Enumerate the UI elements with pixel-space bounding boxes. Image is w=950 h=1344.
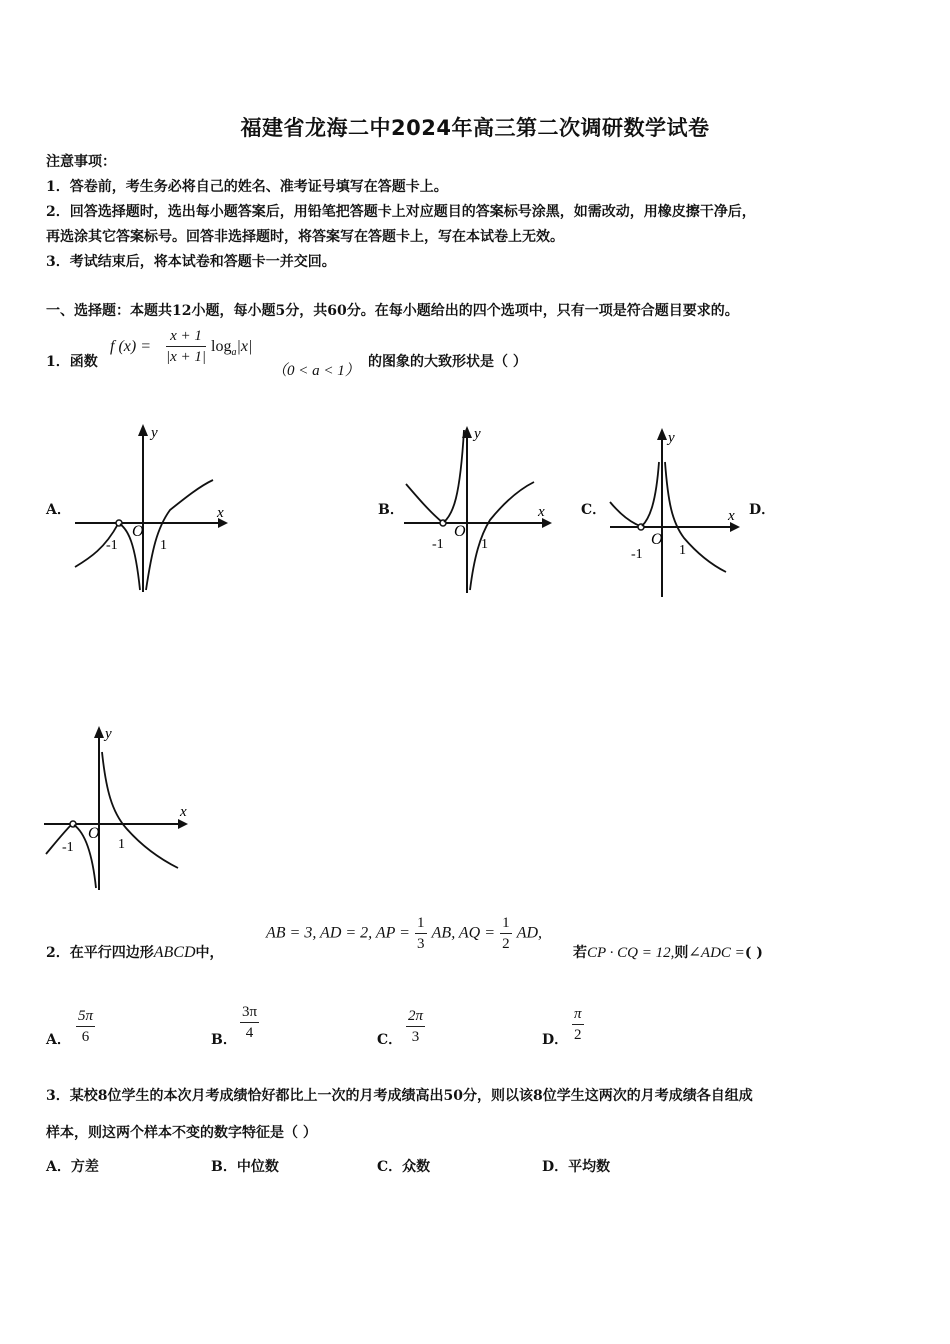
q2-tail bbox=[573, 944, 763, 962]
q1-fraction bbox=[166, 326, 206, 367]
curve-mid-left bbox=[444, 430, 464, 522]
q2-frac-2 bbox=[500, 913, 512, 954]
x-axis-label: x bbox=[538, 504, 545, 520]
q1-graph-d bbox=[42, 720, 202, 895]
x-axis-arrow bbox=[178, 819, 188, 829]
curve-mid-left bbox=[642, 462, 659, 526]
curve-left bbox=[406, 484, 442, 522]
q2-ruo: 若 bbox=[573, 945, 587, 961]
x-axis-label: x bbox=[217, 505, 224, 521]
origin-label: O bbox=[132, 523, 144, 540]
y-axis-label: y bbox=[668, 430, 675, 446]
q2-option-c-value bbox=[406, 1006, 425, 1047]
q3-line-1: 3．某校8位学生的本次月考成绩恰好都比上一次的月考成绩高出50分，则以该8位学生这两次的月考成绩各自组成 bbox=[46, 1088, 753, 1104]
q2-frac-1 bbox=[415, 913, 427, 954]
page-title: 福建省龙海二中2024年高三第二次调研数学试卷 bbox=[240, 116, 710, 140]
q3-option-c: C．众数 bbox=[377, 1159, 431, 1175]
q2-option-c-num: 2π bbox=[408, 1008, 424, 1024]
q2-prefix-text: 2．在平行四边形 bbox=[46, 945, 154, 961]
q3-option-a: A．方差 bbox=[46, 1159, 99, 1175]
q1-graph-a bbox=[60, 410, 240, 600]
q2-ze: 则 bbox=[674, 945, 689, 961]
notes-item-2: 2．回答选择题时，选出每小题答案后，用铅笔把答题卡上对应题目的答案标号涂黑，如需改动，用橡皮擦干净后， bbox=[46, 204, 756, 220]
q1-condition: （0 < a < 1） bbox=[272, 363, 360, 379]
curve-right bbox=[470, 482, 534, 590]
y-axis-arrow bbox=[94, 726, 104, 738]
origin-label: O bbox=[651, 531, 663, 548]
q2-zhong: 中， bbox=[195, 945, 224, 961]
curve-right bbox=[102, 752, 178, 868]
y-axis-label: y bbox=[105, 726, 112, 742]
q3-line-2: 样本，则这两个样本不变的数字特征是（ ） bbox=[46, 1125, 317, 1141]
x-axis-label: x bbox=[180, 804, 187, 820]
q1-option-d-label: D． bbox=[749, 502, 776, 518]
notes-heading: 注意事项： bbox=[46, 154, 116, 170]
q1-option-a-label: A． bbox=[46, 502, 71, 518]
q1-graph-c bbox=[604, 422, 744, 602]
tick-one: 1 bbox=[118, 837, 125, 852]
q2-angle: ∠ADC = bbox=[688, 945, 745, 961]
curve-left bbox=[610, 502, 640, 526]
y-axis-arrow bbox=[138, 424, 148, 436]
q2-option-b-label: B． bbox=[211, 1032, 237, 1048]
tick-one: 1 bbox=[160, 538, 167, 553]
q2-paren: ( ) bbox=[744, 945, 763, 961]
q2-cond-1: AB = 3, AD = 2, AP = bbox=[266, 924, 410, 942]
tick-neg-one: -1 bbox=[432, 537, 444, 552]
q3-option-d: D．平均数 bbox=[542, 1159, 611, 1175]
q1-fraction-den: |x + 1| bbox=[166, 349, 207, 365]
q3-option-b: B．中位数 bbox=[211, 1159, 279, 1175]
q1-fraction-num: x + 1 bbox=[166, 326, 206, 347]
notes-item-2-cont: 再选涂其它答案标号。回答非选择题时，将答案写在答题卡上，写在本试卷上无效。 bbox=[46, 229, 564, 245]
q2-cond-2: AB, AQ = bbox=[431, 924, 496, 942]
q2-frac-2-num: 1 bbox=[500, 913, 512, 934]
q1-graph-b bbox=[398, 418, 558, 598]
tick-neg-one: -1 bbox=[62, 840, 74, 855]
q1-log-word: log bbox=[211, 338, 232, 355]
q2-option-a-den: 6 bbox=[76, 1026, 95, 1047]
q2-abcd: ABCD bbox=[153, 944, 196, 961]
q1-log-base: a bbox=[231, 347, 237, 359]
q2-option-a-value bbox=[76, 1006, 95, 1047]
q1-log-arg: |x| bbox=[236, 338, 253, 355]
notes-item-1: 1．答卷前，考生务必将自己的姓名、准考证号填写在答题卡上。 bbox=[46, 179, 448, 195]
origin-label: O bbox=[454, 523, 466, 540]
q2-option-a-num: 5π bbox=[78, 1008, 94, 1024]
q2-option-a-label: A． bbox=[46, 1032, 71, 1048]
q2-cond-3: AD, bbox=[516, 924, 543, 942]
notes-item-3: 3．考试结束后，将本试卷和答题卡一并交回。 bbox=[46, 254, 336, 270]
section-heading: 一、选择题：本题共12小题，每小题5分，共60分。在每小题给出的四个选项中，只有一项是符合题目要求的。 bbox=[46, 303, 739, 319]
q2-option-d-num: π bbox=[572, 1004, 584, 1025]
curve-right bbox=[665, 462, 726, 572]
q2-option-c-label: C． bbox=[377, 1032, 403, 1048]
x-axis-label: x bbox=[728, 508, 735, 524]
origin-label: O bbox=[88, 825, 100, 842]
q2-frac-1-den: 3 bbox=[417, 936, 425, 952]
q1-option-b-label: B． bbox=[378, 502, 404, 518]
q1-prefix: 1．函数 bbox=[46, 354, 98, 370]
q1-option-c-label: C． bbox=[581, 502, 607, 518]
tick-neg-one: -1 bbox=[631, 547, 643, 562]
q2-condition bbox=[266, 913, 542, 954]
q2-frac-2-den: 2 bbox=[502, 936, 510, 952]
q2-option-b-den: 4 bbox=[245, 1025, 254, 1041]
q2-frac-1-num: 1 bbox=[415, 913, 427, 934]
q2-option-d-den: 2 bbox=[574, 1027, 582, 1043]
q1-log bbox=[211, 338, 252, 358]
tick-one: 1 bbox=[481, 537, 488, 552]
curve-right bbox=[146, 480, 213, 590]
q2-option-d-value bbox=[572, 1004, 584, 1045]
q2-option-c-den: 3 bbox=[406, 1026, 425, 1047]
y-axis-arrow bbox=[657, 428, 667, 440]
q2-option-b-value bbox=[240, 1002, 259, 1043]
y-axis-label: y bbox=[151, 425, 158, 441]
q2-prefix bbox=[46, 944, 224, 962]
q1-fx: f (x) = bbox=[110, 338, 151, 355]
q1-suffix: 的图象的大致形状是（ ） bbox=[368, 354, 527, 370]
q2-option-b-num: 3π bbox=[240, 1002, 259, 1023]
q2-dot-product: CP · CQ = 12, bbox=[587, 945, 675, 961]
tick-one: 1 bbox=[679, 543, 686, 558]
q2-option-d-label: D． bbox=[542, 1032, 569, 1048]
tick-neg-one: -1 bbox=[106, 538, 118, 553]
y-axis-label: y bbox=[474, 426, 481, 442]
